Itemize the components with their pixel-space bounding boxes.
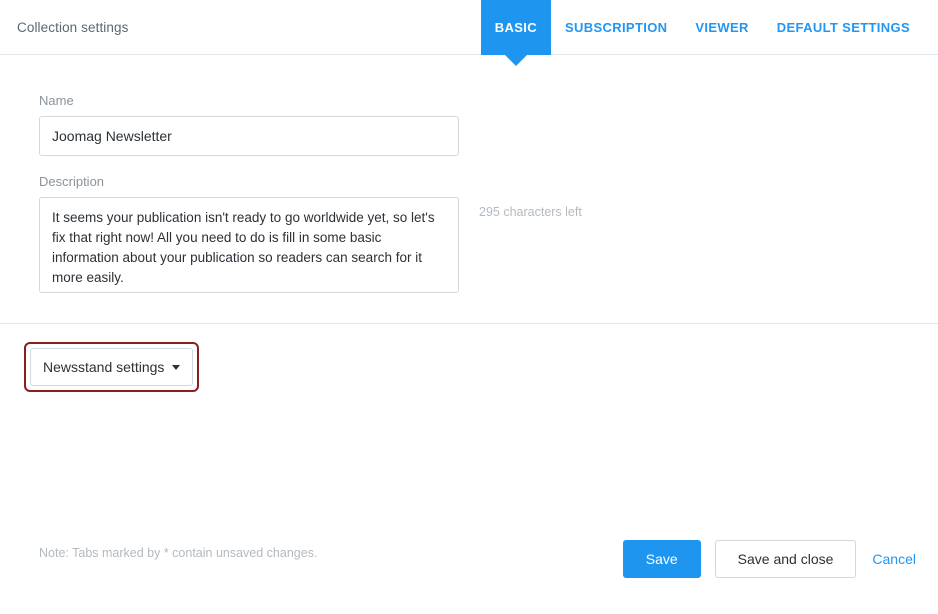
name-label: Name <box>39 93 74 108</box>
cancel-button[interactable]: Cancel <box>872 551 916 567</box>
page-title: Collection settings <box>17 19 129 35</box>
tab-basic-label: BASIC <box>494 20 537 35</box>
description-row <box>0 197 938 293</box>
chevron-down-icon <box>172 365 180 370</box>
footer-actions <box>623 540 918 578</box>
tab-viewer[interactable] <box>681 0 762 55</box>
save-and-close-button[interactable]: Save and close <box>715 540 857 578</box>
tab-subscription-label: SUBSCRIPTION <box>564 20 668 35</box>
tab-default-settings[interactable] <box>763 0 924 55</box>
tab-default-settings-label: DEFAULT SETTINGS <box>776 20 910 35</box>
unsaved-changes-note: Note: Tabs marked by * contain unsaved changes. <box>39 546 318 560</box>
tab-basic[interactable] <box>481 0 551 55</box>
footer-bar <box>0 528 938 614</box>
settings-form <box>0 55 938 392</box>
description-label: Description <box>39 174 105 189</box>
description-textarea[interactable] <box>39 197 459 293</box>
save-button[interactable]: Save <box>623 540 701 578</box>
header-bar <box>0 0 938 55</box>
tab-viewer-label: VIEWER <box>695 20 749 35</box>
characters-left-counter: 295 characters left <box>479 205 582 219</box>
tab-bar <box>481 0 924 55</box>
newsstand-settings-dropdown[interactable] <box>30 348 193 386</box>
newsstand-settings-highlight <box>24 342 199 392</box>
section-divider <box>0 323 938 324</box>
newsstand-settings-label: Newsstand settings <box>43 359 165 375</box>
tab-subscription[interactable] <box>551 0 681 55</box>
name-input[interactable] <box>39 116 459 156</box>
